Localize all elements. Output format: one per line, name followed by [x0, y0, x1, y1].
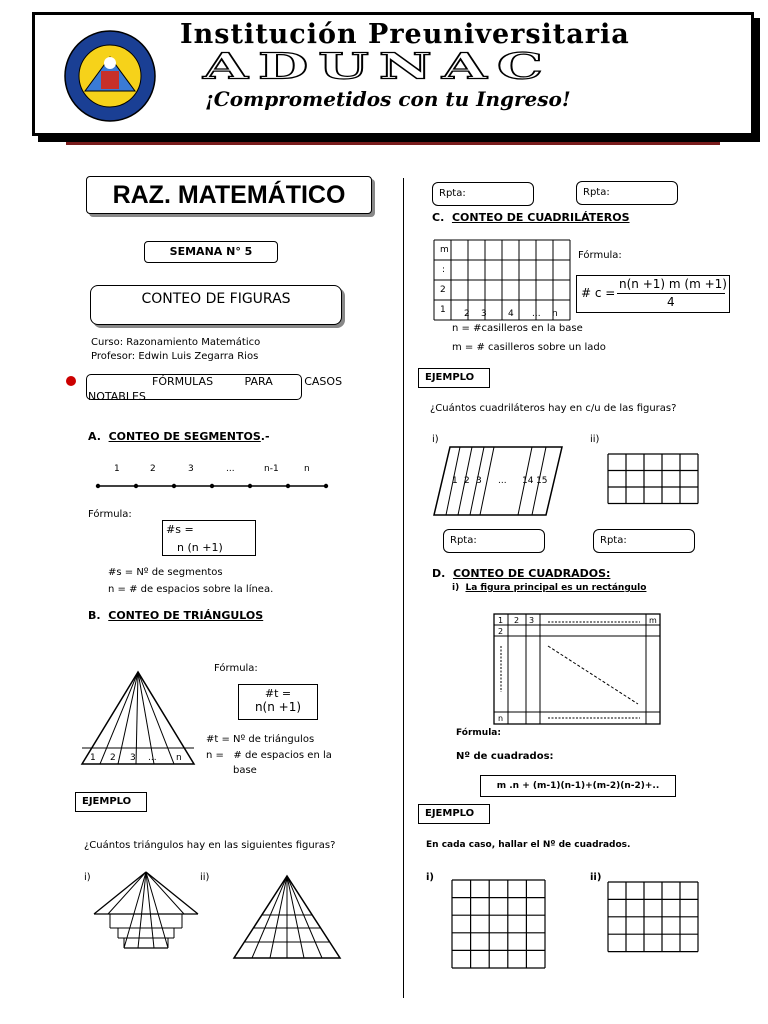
parallelogram-diagram: [432, 445, 566, 517]
grid-label: 2: [440, 285, 446, 295]
segment-point: [248, 484, 252, 488]
parallelogram-label: 3: [476, 476, 482, 486]
institution-title: Institución Preuniversitaria: [180, 19, 630, 50]
course-title: RAZ. MATEMÁTICO: [112, 181, 346, 209]
course-title-box: [86, 176, 372, 214]
fig-i-label-left: i): [84, 872, 91, 883]
rectangle-schematic: [492, 612, 664, 726]
seg-formula-box: [162, 520, 256, 556]
segment-label: n: [304, 464, 310, 474]
section-a-suffix: .-: [260, 430, 270, 443]
header-divider: [66, 142, 720, 145]
quad-formula-label: Fórmula:: [578, 250, 622, 261]
quad-def-2: m = # casilleros sobre un lado: [452, 342, 606, 353]
tri-formula-label: Fórmula:: [214, 663, 258, 674]
sq-formula-label: Fórmula:: [456, 728, 501, 738]
grid-label: m: [440, 245, 449, 255]
segment-point: [96, 484, 100, 488]
tri-formula-box: [238, 684, 318, 720]
example-triangle-i: [90, 870, 200, 952]
section-a-title: CONTEO DE SEGMENTOS: [108, 430, 261, 443]
grid-label: n: [552, 309, 558, 319]
grid-label: 2: [464, 309, 470, 319]
quad-formula-box: [576, 275, 730, 313]
section-d-sub: [452, 583, 646, 593]
rpta-box-1[interactable]: Rpta:: [432, 182, 534, 206]
grid-5x3-diagram: [606, 452, 702, 506]
section-d-header: [432, 567, 610, 580]
quad-fraction-bar: [617, 293, 725, 294]
quad-def-1: n = #casilleros en la base: [452, 323, 583, 334]
week-label: SEMANA N° 5: [169, 245, 253, 258]
rpta-box-3[interactable]: Rpta:: [443, 529, 545, 553]
section-b-letter: B.: [88, 609, 101, 622]
seg-formula-top: #s =: [166, 523, 194, 536]
bullet-icon: [66, 376, 76, 386]
parallelogram-label: ...: [498, 476, 507, 486]
segment-label: ...: [226, 464, 235, 474]
sq-count-label: Nº de cuadrados:: [456, 751, 554, 762]
triangle-base-label: 1: [90, 753, 96, 763]
rect-label: 2: [498, 627, 504, 636]
grid-label: ...: [532, 309, 541, 319]
section-c-title: CONTEO DE CUADRILÁTEROS: [451, 211, 630, 224]
triangle-base-label: 2: [110, 753, 116, 763]
professor-line: Profesor: Edwin Luis Zegarra Rios: [91, 351, 259, 362]
rect-label: n: [498, 714, 504, 723]
header-banner: [32, 12, 754, 136]
tri-def-3: base: [233, 765, 257, 776]
triangle-base-label: n: [176, 753, 182, 763]
section-c-header: [432, 211, 630, 224]
segment-point: [324, 484, 328, 488]
formulas-title-2: NOTABLES: [88, 390, 146, 403]
formulas-title: FÓRMULAS PARA CASOS: [152, 375, 343, 388]
rect-label: 2: [514, 616, 520, 625]
slogan: ¡Comprometidos con tu Ingreso!: [205, 87, 571, 111]
quad-formula-den: 4: [667, 295, 675, 309]
parallelogram-label: 1: [452, 476, 458, 486]
parallelogram-label: 14: [522, 476, 534, 486]
section-d-title: CONTEO DE CUADRADOS:: [452, 567, 611, 580]
segment-diagram: [92, 458, 332, 494]
brand-title: ADUNAC: [203, 45, 554, 88]
section-b-title: CONTEO DE TRIÁNGULOS: [108, 609, 264, 622]
rect-label: 3: [529, 616, 535, 625]
course-line: Curso: Razonamiento Matemático: [91, 337, 261, 348]
fig-i-label-right: i): [432, 434, 439, 445]
sq-formula-box: [480, 775, 676, 797]
section-a-letter: A.: [88, 430, 101, 443]
segment-label: 2: [150, 464, 156, 474]
section-c-letter: C.: [432, 211, 445, 224]
section-d-sub-text: La figura principal es un rectángulo: [465, 583, 647, 593]
example-box-right-1: EJEMPLO: [418, 368, 490, 388]
fig-i-label-sq: i): [426, 872, 434, 883]
seg-def-1: #s = Nº de segmentos: [108, 567, 223, 578]
segment-point: [210, 484, 214, 488]
segment-point: [134, 484, 138, 488]
rect-label: 1: [498, 616, 504, 625]
seg-formula-label: Fórmula:: [88, 509, 132, 520]
triangle-base-label: 3: [130, 753, 136, 763]
fig-ii-label-left: ii): [200, 872, 210, 883]
tri-formula-top: #t =: [264, 687, 292, 700]
rpta-box-4[interactable]: Rpta:: [593, 529, 695, 553]
grid-label: 4: [508, 309, 514, 319]
rpta-box-2[interactable]: Rpta:: [576, 181, 678, 205]
segment-point: [172, 484, 176, 488]
section-b-header: [88, 609, 263, 622]
quad-question: ¿Cuántos cuadriláteros hay en c/u de las figuras?: [430, 403, 677, 414]
fig-ii-label-sq: ii): [590, 872, 602, 883]
segment-label: 1: [114, 464, 120, 474]
column-divider: [403, 178, 404, 998]
week-box: [144, 241, 278, 263]
example-box-left: EJEMPLO: [75, 792, 147, 812]
segment-label: 3: [188, 464, 194, 474]
seg-def-2: n = # de espacios sobre la línea.: [108, 584, 274, 595]
example-triangle-ii: [230, 874, 344, 960]
section-d-letter: D.: [432, 567, 446, 580]
tri-def-2: n = # de espacios en la: [206, 750, 332, 761]
square-grid-ii: [606, 880, 702, 954]
triangle-fan-diagram: [78, 668, 198, 768]
quad-formula-lhs: # c =: [581, 286, 616, 300]
segment-point: [286, 484, 290, 488]
example-question-left: ¿Cuántos triángulos hay en las siguientes figuras?: [84, 840, 336, 851]
triangle-base-label: ...: [148, 753, 157, 763]
parallelogram-label: 2: [464, 476, 470, 486]
grid-label: 3: [481, 309, 487, 319]
section-d-sub-prefix: i): [452, 583, 460, 593]
topic-box: [90, 285, 342, 325]
example-box-right-2: EJEMPLO: [418, 804, 490, 824]
seg-formula-bottom: n (n +1): [177, 541, 223, 554]
tri-formula-bottom: n(n +1): [254, 700, 302, 714]
square-grid-i: [450, 878, 548, 970]
university-seal-icon: [63, 29, 157, 123]
grid-label: 1: [440, 305, 446, 315]
sq-question: En cada caso, hallar el Nº de cuadrados.: [426, 840, 631, 850]
tri-def-1: #t = Nº de triángulos: [206, 734, 315, 745]
topic-title: CONTEO DE FIGURAS: [141, 291, 291, 307]
grid-label: :: [442, 265, 446, 275]
segment-label: n-1: [264, 464, 279, 474]
fig-ii-label-right: ii): [590, 434, 600, 445]
parallelogram-label: 15: [536, 476, 548, 486]
quad-formula-num: n(n +1) m (m +1): [619, 277, 727, 291]
section-a-header: [88, 430, 270, 443]
quad-grid-diagram: [432, 238, 572, 322]
rect-label: m: [649, 616, 657, 625]
sq-formula: m .n + (m-1)(n-1)+(m-2)(n-2)+..: [496, 781, 660, 791]
